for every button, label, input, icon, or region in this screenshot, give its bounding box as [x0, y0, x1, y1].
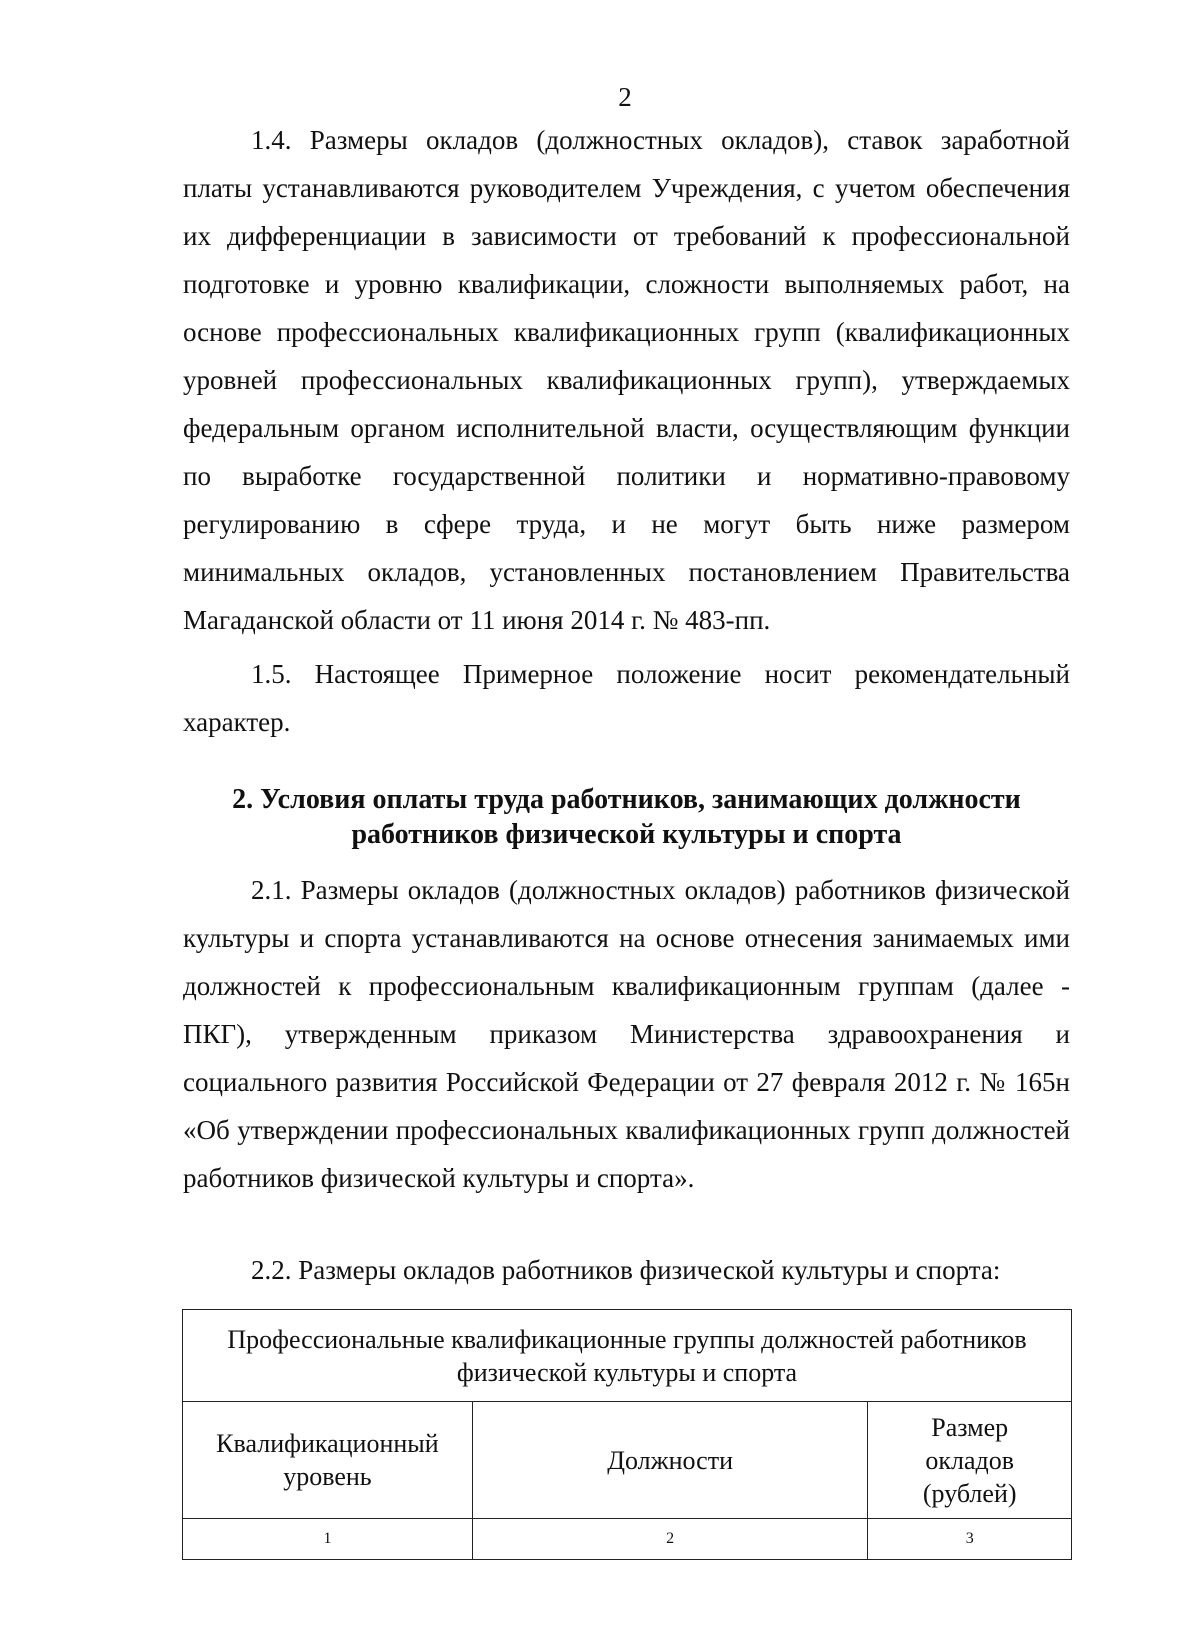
- salary-table: [182, 1309, 1072, 1560]
- column-header-salary-size: Размер окладов (рублей): [868, 1402, 1072, 1519]
- page-number: 2: [618, 82, 632, 112]
- section-2-title-line1: 2. Условия оплаты труда работников, занимающих должности: [232, 784, 1021, 815]
- paragraph-1-5: 1.5. Настоящее Примерное положение носит рекомендательный характер.: [183, 659, 1070, 737]
- column-header-positions: Должности: [472, 1402, 868, 1519]
- column-number-1: 1: [183, 1519, 473, 1560]
- table-group-header-row: [183, 1310, 1072, 1402]
- section-2-title: [183, 782, 1070, 852]
- paragraph-1-4: 1.4. Размеры окладов (должностных окладов), ставок заработной платы устанавливаются руководителем Учреждения, с учетом обеспечения их дифференциации в зависимости от требований к профессиональной подготовке и уровню квалификации, сложности выполняемых работ, на основе профессиональных квалификационных групп (квалификационных уровней профессиональных квалификационных групп), утверждаемых федеральным органом исполнительной власти, осуществляющим функции по выработке государственной политики и нормативно-правовому регулированию в сфере труда, и не могут быть ниже размером минимальных окладов, установленных постановлением Правительства Магаданской области от 11 июня 2014 г. № 483-пп.: [183, 125, 1070, 635]
- paragraph-2-1: 2.1. Размеры окладов (должностных окладов) работников физической культуры и спорта устанавливаются на основе отнесения занимаемых ими должностей к профессиональным квалификационным группам (далее - ПКГ), утвержденным приказом Министерства здравоохранения и социального развития Российской Федерации от 27 февраля 2012 г. № 165н «Об утверждении профессиональных квалификационных групп должностей работников физической культуры и спорта».: [183, 875, 1070, 1193]
- paragraph-2-2: 2.2. Размеры окладов работников физической культуры и спорта:: [251, 1255, 1001, 1285]
- section-2-title-line2: работников физической культуры и спорта: [351, 819, 902, 850]
- column-header-qualification-level: Квалификационный уровень: [183, 1402, 473, 1519]
- table-column-header-row: [183, 1402, 1072, 1519]
- column-number-2: 2: [472, 1519, 868, 1560]
- table-column-number-row: [183, 1519, 1072, 1560]
- column-number-3: 3: [868, 1519, 1072, 1560]
- table-group-header: Профессиональные квалификационные группы должностей работников физической культуры и спорта: [183, 1310, 1072, 1402]
